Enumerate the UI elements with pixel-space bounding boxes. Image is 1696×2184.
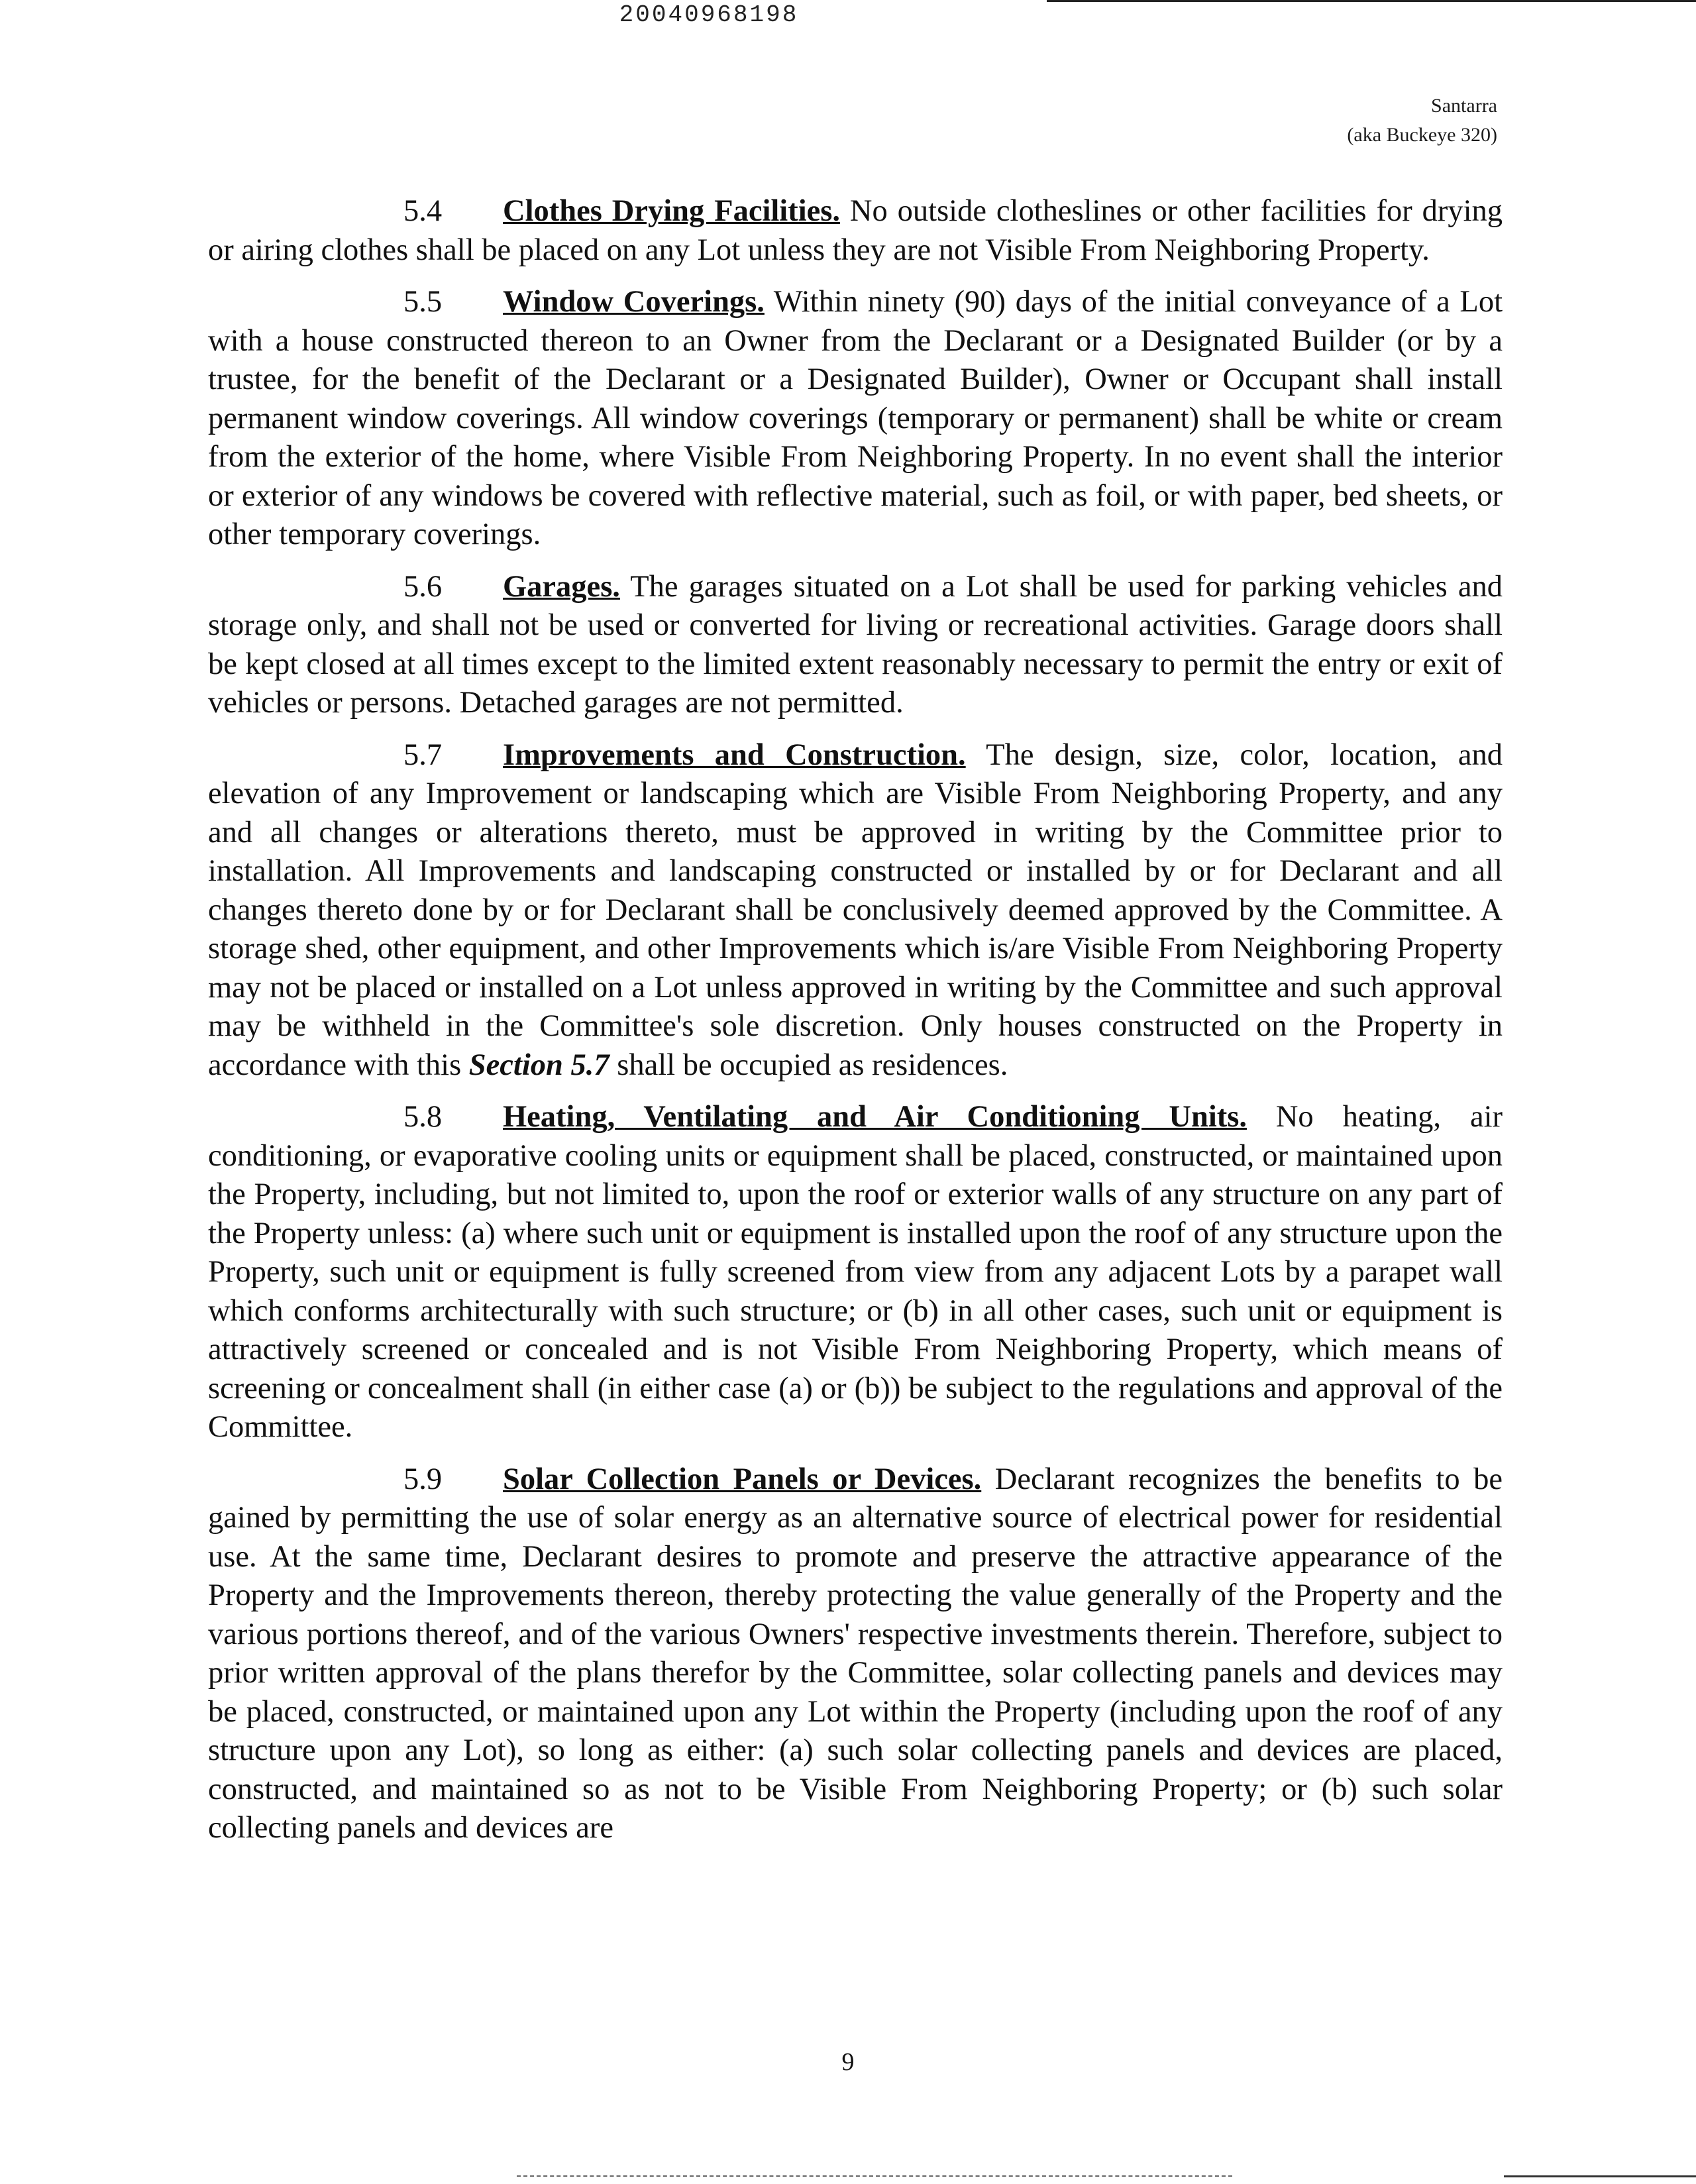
scan-artifact-line <box>517 2175 1232 2177</box>
section-5-8 <box>208 1098 1503 1447</box>
section-number: 5.6 <box>403 569 443 604</box>
section-text: The garages situated on a Lot shall be used for parking vehicles and storage only, and shall not be used or converted for living or recreational activities. Garage doors shall be kept closed at all times except to the limited extent reasonably necessary to permit the entry or exit of vehicles or persons. Detached garages are not permitted. <box>208 569 1503 720</box>
section-heading: Window Coverings. <box>503 285 765 319</box>
section-5-5 <box>208 283 1503 555</box>
scan-artifact-line <box>1504 2175 1696 2177</box>
section-number: 5.7 <box>403 737 443 772</box>
document-body <box>208 192 1503 1861</box>
section-number: 5.8 <box>403 1100 443 1134</box>
section-text-after: shall be occupied as residences. <box>609 1048 1008 1082</box>
section-heading: Improvements and Construction. <box>503 737 966 772</box>
section-text: Declarant recognizes the benefits to be gained by permitting the use of solar energy as an alternative source of electrical power for residential use. At the same time, Declarant desires to promote and preserve the attractive appearance of the Property and the Improvements thereon, thereby protecting the value generally of the Property and the various portions thereof, and of the various Owners' respective investments therein. Therefore, subject to prior written approval of the plans therefor by the Committee, solar collecting panels and devices may be placed, constructed, or maintained upon any Lot within the Property (including upon the roof of any structure upon any Lot), so long as either: (a) such solar collecting panels and devices are placed, constructed, and maintained so as not to be Visible From Neighboring Property; or (b) such solar collecting panels and devices are <box>208 1462 1503 1845</box>
record-number: 20040968198 <box>619 1 799 28</box>
header-project-name: Santarra <box>1431 95 1497 117</box>
section-5-9 <box>208 1460 1503 1848</box>
document-header <box>1347 91 1497 150</box>
section-5-4 <box>208 192 1503 270</box>
section-text: Within ninety (90) days of the initial conveyance of a Lot with a house constructed thereon to an Owner from the Declarant or a Designated Builder (or by a trustee, for the benefit of the Declarant or a Designated Builder), Owner or Occupant shall install permanent window coverings. All window coverings (temporary or permanent) shall be white or cream from the exterior of the home, where Visible From Neighboring Property. In no event shall the interior or exterior of any windows be covered with reflective material, such as foil, or with paper, bed sheets, or other temporary coverings. <box>208 285 1503 551</box>
section-reference: Section 5.7 <box>468 1048 610 1082</box>
section-number: 5.9 <box>403 1462 443 1496</box>
section-heading: Heating, Ventilating and Air Conditioning Units. <box>503 1100 1247 1134</box>
top-rule <box>1047 0 1696 2</box>
section-text: No outside clotheslines or other facilities for drying or airing clothes shall be placed on any Lot unless they are not Visible From Neighboring Property. <box>208 194 1503 267</box>
section-heading: Clothes Drying Facilities. <box>503 194 840 228</box>
section-5-7 <box>208 736 1503 1085</box>
section-text: The design, size, color, location, and elevation of any Improvement or landscaping which are Visible From Neighboring Property, and any and all changes or alterations thereto, must be approved in writing by the Committee prior to installation. All Improvements and landscaping constructed or installed by or for Declarant and all changes thereto done by or for Declarant shall be conclusively deemed approved by the Committee. A storage shed, other equipment, and other Improvements which is/are Visible From Neighboring Property may not be placed or installed on a Lot unless approved in writing by the Committee and such approval may be withheld in the Committee's sole discretion. Only houses constructed on the Property in accordance with this <box>208 737 1503 1082</box>
section-heading: Garages. <box>503 569 620 604</box>
section-number: 5.5 <box>403 285 443 319</box>
header-project-aka: (aka Buckeye 320) <box>1347 124 1497 146</box>
section-text: No heating, air conditioning, or evaporative cooling units or equipment shall be placed, constructed, or maintained upon the Property, including, but not limited to, upon the roof or exterior walls of any structure on any part of the Property unless: (a) where such unit or equipment is installed upon the roof of any structure upon the Property, such unit or equipment is fully screened from view from any adjacent Lots by a parapet wall which conforms architecturally with such structure; or (b) in all other cases, such unit or equipment is attractively screened or concealed and is not Visible From Neighboring Property, which means of screening or concealment shall (in either case (a) or (b)) be subject to the regulations and approval of the Committee. <box>208 1100 1503 1444</box>
section-number: 5.4 <box>403 194 443 228</box>
section-heading: Solar Collection Panels or Devices. <box>503 1462 982 1496</box>
section-5-6 <box>208 568 1503 723</box>
page-number: 9 <box>841 2048 855 2076</box>
